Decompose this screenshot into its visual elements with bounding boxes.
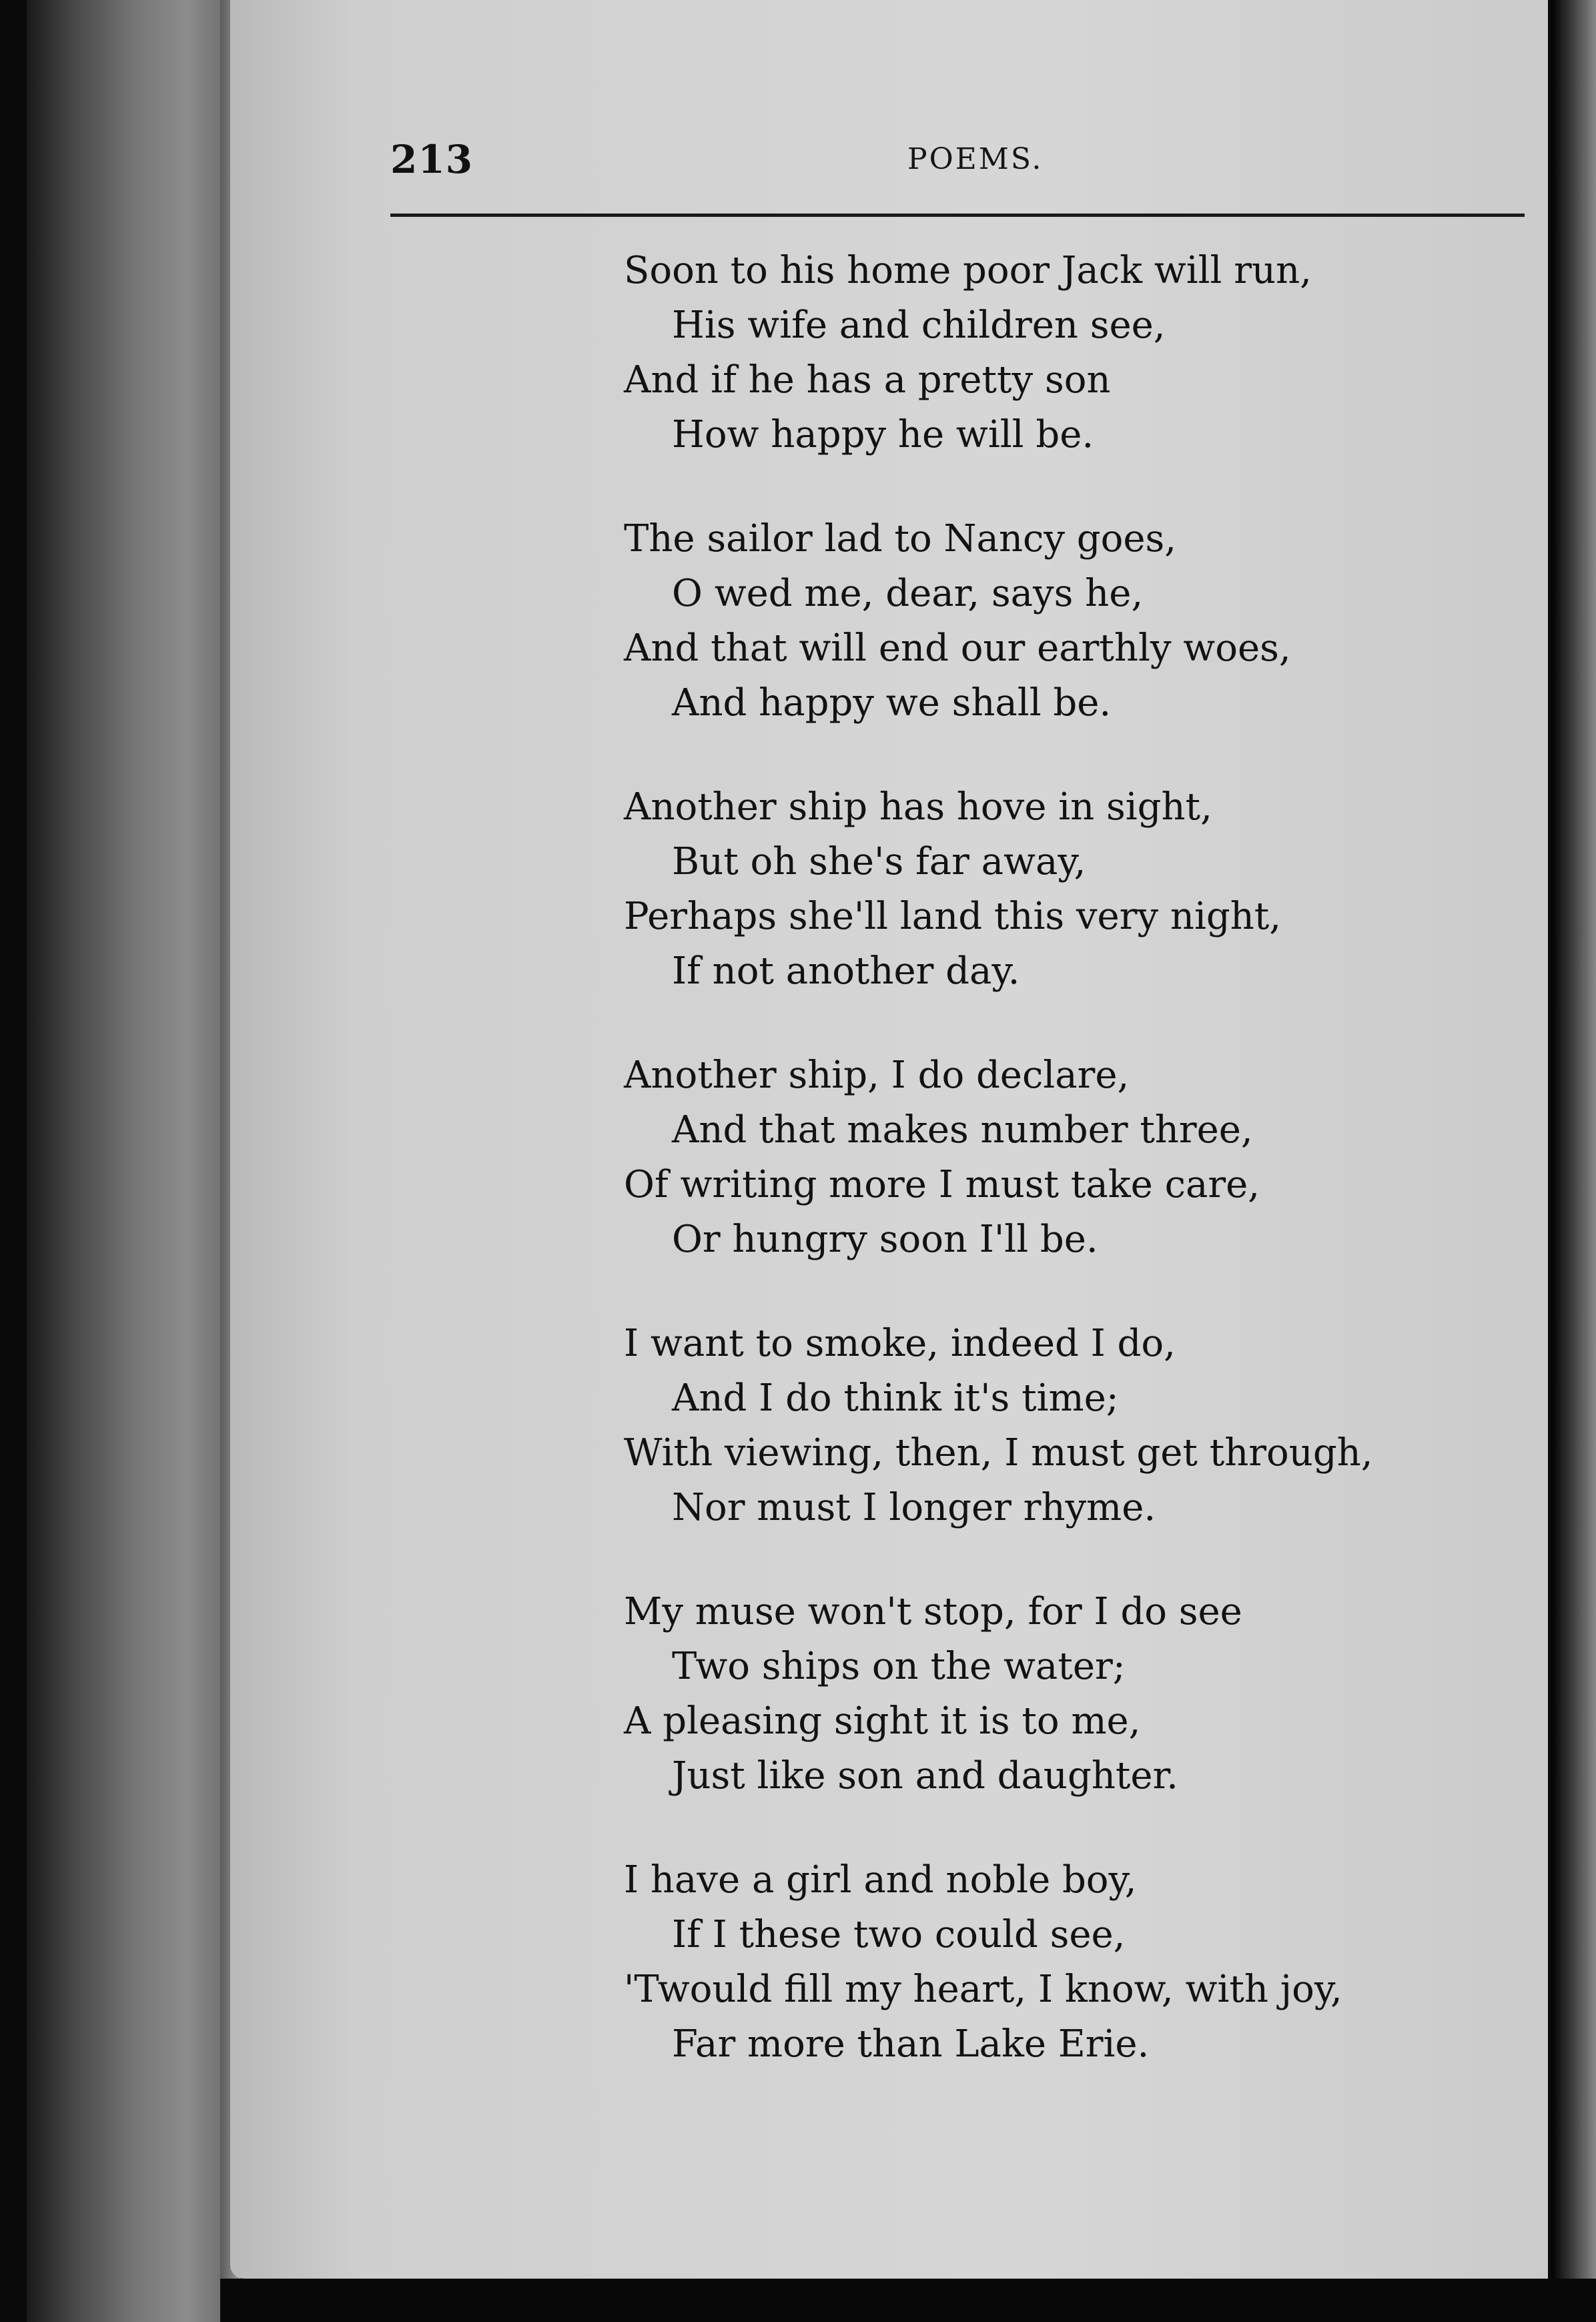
poem-line: The sailor lad to Nancy goes, (624, 517, 1177, 560)
poem-line: And that will end our earthly woes, (624, 627, 1291, 670)
poem-line: How happy he will be. (672, 413, 1094, 456)
poem-line: Just like son and daughter. (672, 1754, 1178, 1798)
stanza (624, 1585, 1491, 1804)
stanza (624, 512, 1491, 731)
poem-line: But oh she's far away, (672, 840, 1086, 883)
poem-line: 'Twould fill my heart, I know, with joy, (624, 1968, 1342, 2011)
page-number: 213 (390, 137, 474, 182)
book-gutter (27, 0, 227, 2322)
poem-line: Another ship, I do declare, (624, 1054, 1130, 1097)
poem-line: His wife and children see, (672, 304, 1166, 347)
poem-line: If not another day. (672, 949, 1020, 993)
poem-line: And I do think it's time; (672, 1377, 1119, 1420)
poem-line: Another ship has hove in sight, (624, 785, 1212, 829)
poem-line: Of writing more I must take care, (624, 1163, 1260, 1206)
poem-body (624, 244, 1491, 2121)
poem-line: I want to smoke, indeed I do, (624, 1322, 1176, 1365)
running-title: POEMS. (907, 142, 1044, 176)
stanza (624, 780, 1491, 999)
stanza (624, 1853, 1491, 2072)
poem-line: Two ships on the water; (672, 1645, 1126, 1688)
bottom-border (220, 2279, 1596, 2322)
stanza (624, 1316, 1491, 1535)
poem-line: A pleasing sight it is to me, (624, 1699, 1141, 1743)
poem-line: Nor must I longer rhyme. (672, 1486, 1156, 1529)
poem-line: I have a girl and noble boy, (624, 1858, 1137, 1902)
poem-line: My muse won't stop, for I do see (624, 1590, 1242, 1633)
poem-line: Perhaps she'll land this very night, (624, 895, 1282, 938)
poem-line: And happy we shall be. (672, 681, 1112, 725)
stanza (624, 1048, 1491, 1267)
poem-line: And that makes number three, (672, 1108, 1253, 1152)
poem-line: Soon to his home poor Jack will run, (624, 249, 1312, 292)
page-header (390, 137, 1525, 183)
poem-line: With viewing, then, I must get through, (624, 1431, 1373, 1475)
header-rule (390, 214, 1525, 217)
poem-line: And if he has a pretty son (624, 358, 1111, 402)
poem-line: Or hungry soon I'll be. (672, 1218, 1098, 1261)
stanza (624, 244, 1491, 462)
poem-line: O wed me, dear, says he, (672, 572, 1144, 615)
poem-line: If I these two could see, (672, 1913, 1126, 1956)
poem-line: Far more than Lake Erie. (672, 2022, 1150, 2066)
